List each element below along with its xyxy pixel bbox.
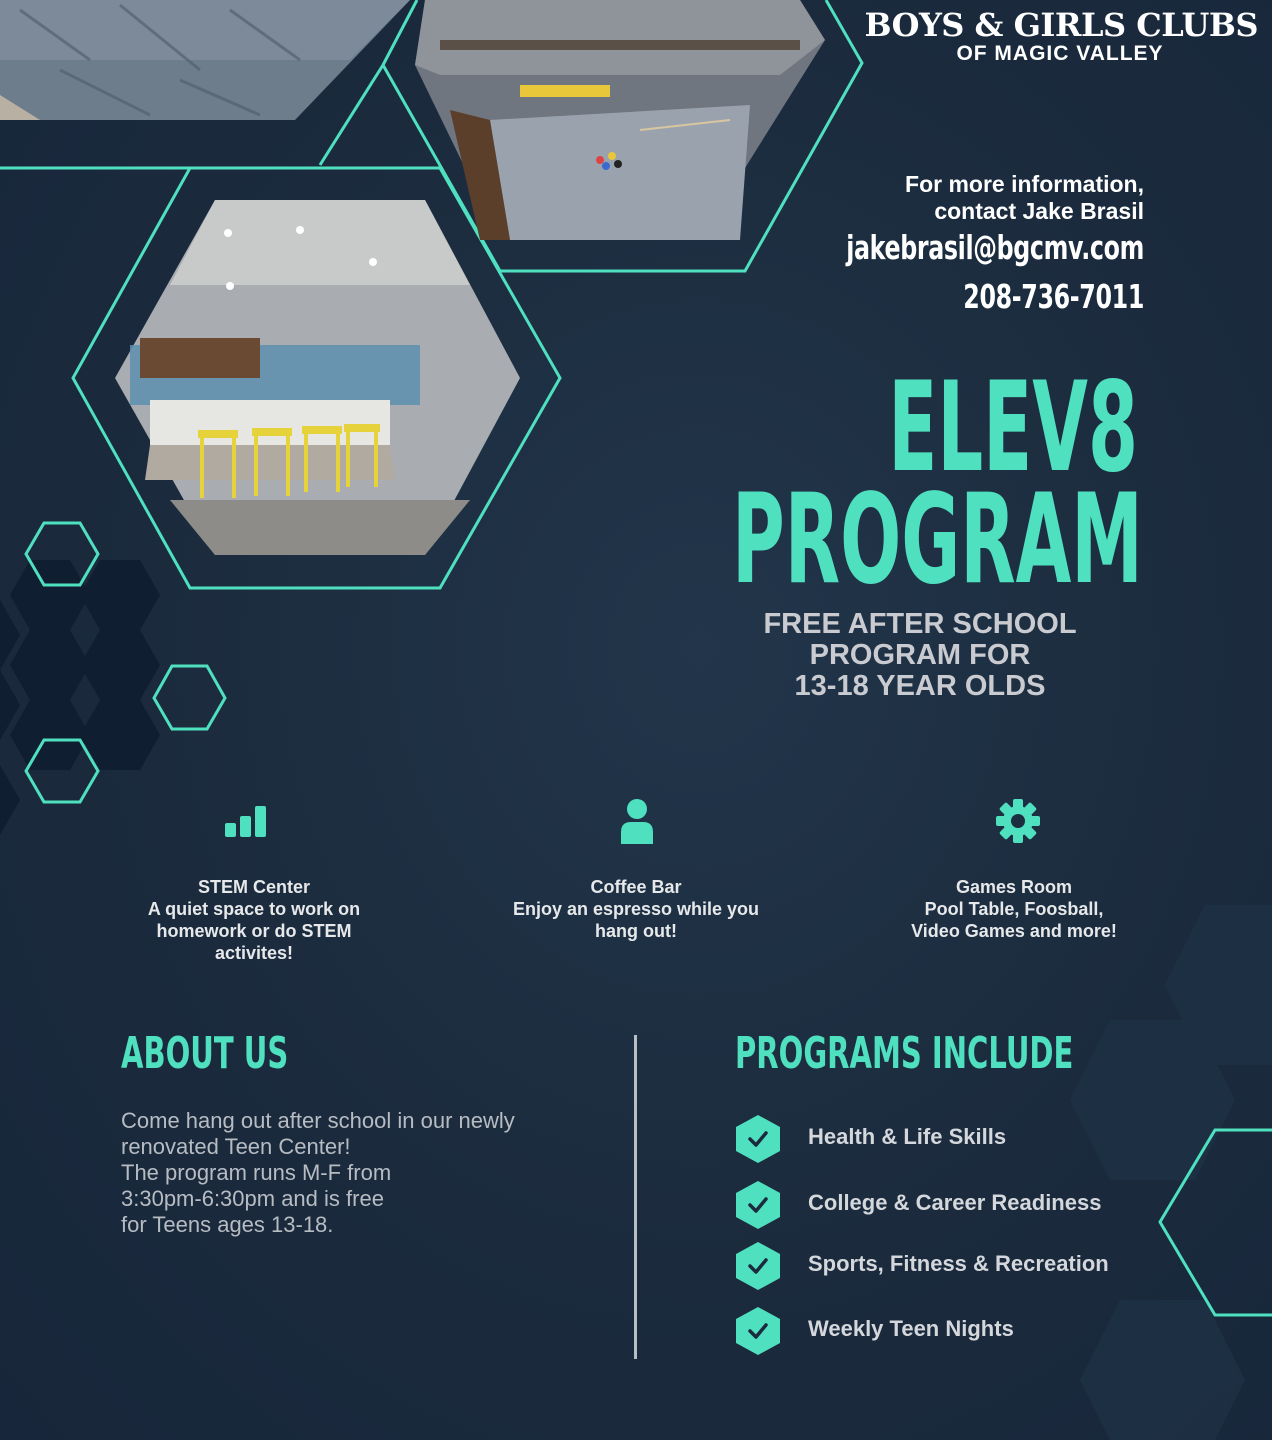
gear-icon: [995, 798, 1041, 844]
user-icon: [619, 798, 655, 844]
feature-title: Coffee Bar: [590, 877, 682, 897]
subtitle-line3: 13-18 YEAR OLDS: [794, 670, 1046, 702]
check-hex-icon: [735, 1180, 781, 1230]
section-divider: [634, 1035, 637, 1359]
program-item-label: College & Career Readiness: [808, 1190, 1102, 1215]
feature-desc-line: hang out!: [595, 921, 677, 941]
about-line: Come hang out after school in our newly: [121, 1108, 515, 1133]
program-item-label: Sports, Fitness & Recreation: [808, 1251, 1109, 1276]
feature-desc-line: A quiet space to work on: [147, 899, 361, 919]
about-line: renovated Teen Center!: [121, 1134, 351, 1159]
about-line: for Teens ages 13-18.: [121, 1212, 334, 1237]
program-item-label: Weekly Teen Nights: [808, 1316, 1014, 1341]
feature-games-room: [864, 876, 1164, 942]
feature-title: Games Room: [955, 877, 1073, 897]
program-item: [735, 1241, 1165, 1291]
about-body: [121, 1108, 621, 1238]
feature-desc-line: homework or do STEM: [156, 921, 352, 941]
program-item-label: Health & Life Skills: [808, 1124, 1007, 1149]
program-title-line1: ELEV8: [888, 356, 1138, 500]
feature-title: STEM Center: [197, 877, 311, 897]
programs-heading: PROGRAMS INCLUDE: [735, 1028, 1074, 1079]
bar-chart-icon: [225, 805, 269, 839]
feature-coffee-bar: [486, 876, 786, 942]
feature-desc-line: activites!: [214, 943, 294, 963]
feature-desc-line: Video Games and more!: [911, 921, 1117, 941]
subtitle-line1: FREE AFTER SCHOOL: [763, 608, 1077, 640]
contact-phone[interactable]: 208-736-7011: [963, 277, 1144, 316]
feature-stem-center: [104, 876, 404, 964]
check-hex-icon: [735, 1114, 781, 1164]
carpet-photo: [0, 0, 410, 120]
contact-intro-line2: contact Jake Brasil: [934, 198, 1144, 224]
program-item: [735, 1114, 1165, 1164]
program-item: [735, 1180, 1165, 1230]
feature-desc-line: Pool Table, Foosball,: [924, 899, 1104, 919]
feature-desc-line: Enjoy an espresso while you: [512, 899, 760, 919]
check-hex-icon: [735, 1306, 781, 1356]
program-item: [735, 1306, 1165, 1356]
kitchen-photo: [115, 200, 520, 555]
organization-name: BOYS & GIRLS CLUBS: [864, 6, 1258, 44]
about-line: 3:30pm-6:30pm and is free: [121, 1186, 384, 1211]
about-heading: ABOUT US: [121, 1028, 289, 1079]
organization-subname: OF MAGIC VALLEY: [956, 42, 1164, 65]
contact-email[interactable]: jakebrasil@bgcmv.com: [846, 228, 1144, 267]
program-title-line2: PROGRAM: [732, 468, 1143, 612]
check-hex-icon: [735, 1241, 781, 1291]
subtitle-line2: PROGRAM FOR: [809, 639, 1031, 671]
program-subtitle: [720, 609, 1120, 702]
contact-intro-line1: For more information,: [905, 171, 1144, 197]
about-line: The program runs M-F from: [121, 1160, 392, 1185]
